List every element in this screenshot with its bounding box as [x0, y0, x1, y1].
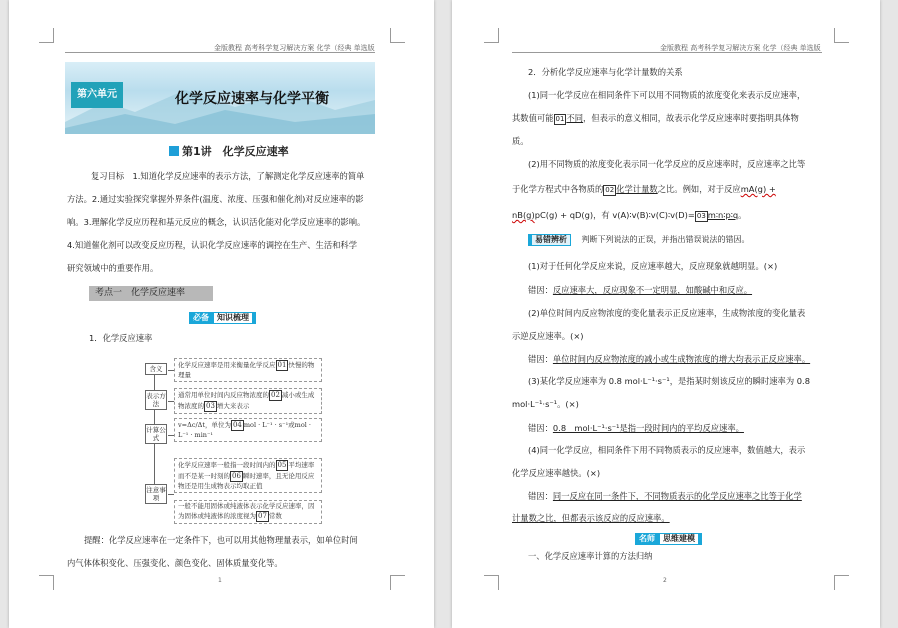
section-heading: 一、化学反应速率计算的方法归纳 [528, 551, 653, 561]
question: (3)某化学反应速率为 0.8 mol·L⁻¹·s⁻¹，是指某时刻该反应的瞬时速率为 0.8 [528, 376, 810, 386]
label-definition: 含义 [145, 363, 167, 375]
crop-mark [484, 575, 499, 590]
question: (2)单位时间内反应物浓度的变化量表示正反应速率，生成物浓度的变化量表 [528, 308, 806, 318]
crop-mark [390, 575, 405, 590]
unit-tag: 第六单元 [71, 82, 123, 108]
section-heading: 2．分析化学反应速率与化学计量数的关系 [528, 67, 683, 77]
lesson-title: 第1讲 化学反应速率 [169, 143, 289, 159]
crop-mark [39, 28, 54, 43]
para-line: (2)用不同物质的浓度变化表示同一化学反应的反应速率时，反应速率之比等 [528, 159, 806, 169]
section-pill: 名师 思维建模 [635, 533, 702, 545]
answer: 计量数之比，但都表示该反应的反应速率。 [512, 513, 670, 523]
page-number: 2 [663, 577, 667, 584]
section-heading: 1．化学反应速率 [89, 333, 153, 343]
kaodian-heading: 考点一 化学反应速率 [89, 286, 213, 301]
crop-mark [390, 28, 405, 43]
question: mol·L⁻¹·s⁻¹。(×) [512, 399, 579, 409]
question: 示逆反应速率。(×) [512, 331, 584, 341]
label-notes: 注意事项 [146, 486, 166, 502]
para-line: nB(g)pC(g) + qD(g)，有 v(A)∶v(B)∶v(C)∶v(D)= 03 m∶n∶p∶q。 [512, 210, 747, 220]
definition-box: 化学反应速率是用来衡量化学反应 01 快慢的物理量 [174, 358, 322, 382]
goal-line: 复习目标 1.知道化学反应速率的表示方法，了解测定化学反应速率的简单 [91, 171, 365, 181]
question: (1)对于任何化学反应来说，反应速率越大，反应现象就越明显。(×) [528, 261, 778, 271]
answer: 错因：同一反应在同一条件下，不同物质表示的化学反应速率之比等于化学 [528, 491, 802, 501]
lesson-marker-icon [169, 146, 179, 156]
connector [168, 494, 174, 495]
crop-mark [484, 28, 499, 43]
goal-line: 响。3.理解化学反应历程和基元反应的概念，认识活化能对化学反应速率的影响。 [67, 217, 366, 227]
tip-line: 提醒：化学反应速率在一定条件下，也可以用其他物理量表示，如单位时间 [84, 535, 358, 545]
crop-mark [834, 575, 849, 590]
method-box: 通常用单位时间内反应物浓度的 02 减小或生成物浓度的 03 增大来表示 [174, 388, 322, 414]
header-rule [65, 52, 375, 53]
goal-line: 4.知道催化剂可以改变反应历程，认识化学反应速率的调控在生产、生活和科学 [67, 240, 358, 250]
para-line: 质。 [512, 136, 529, 146]
crop-mark [39, 575, 54, 590]
para-line: (1)同一化学反应在相同条件下可以用不同物质的浓度变化来表示反应速率， [528, 90, 806, 100]
page-1 [9, 0, 434, 628]
label-method: 表示方法 [146, 392, 166, 408]
answer: 错因：反应速率大，反应现象不一定明显，如酸碱中和反应。 [528, 285, 753, 295]
header-rule [512, 52, 822, 53]
unit-banner [65, 62, 375, 134]
para-line: 其数值可能 01 不同，但表示的意义相同，故表示化学反应速率时要指明具体物 [512, 113, 799, 123]
page-2 [452, 0, 880, 628]
formula-box: v=Δc/Δt，单位为 04 mol · L⁻¹ · s⁻¹或mol · L⁻¹ · min⁻¹ [174, 418, 322, 442]
label-formula: 计算公式 [146, 426, 166, 442]
tip-line: 内气体体积变化、压强变化、颜色变化、固体质量变化等。 [67, 558, 283, 568]
crop-mark [834, 28, 849, 43]
answer: 错因：单位时间内反应物浓度的减小或生成物浓度的增大均表示正反应速率。 [528, 354, 811, 364]
page-number: 1 [218, 577, 222, 584]
question: 化学反应速率越快。(×) [512, 468, 601, 478]
page-header: 金版教程 高考科学复习解决方案 化学（经典 单选版 [214, 44, 375, 52]
note-box-1: 化学反应速率一般指一段时间内的 05 平均速率而不是某一时刻的 06 瞬时速率，且无论用反应物还是用生成物表示均取正值 [174, 458, 322, 493]
page-header: 金版教程 高考科学复习解决方案 化学（经典 单选版 [660, 44, 821, 52]
answer: 错因：0.8 mol·L⁻¹·s⁻¹是指一段时间内的平均反应速率。 [528, 423, 744, 433]
note-box-2: 一般不能用固体或纯液体表示化学反应速率，因为固体或纯液体的浓度视为 07 常数 [174, 500, 322, 524]
para-line: 于化学方程式中各物质的 02 化学计量数之比。例如，对于反应mA(g) + [512, 184, 776, 194]
yicuo-heading: 易错辨析 判断下列说法的正误，并指出错误说法的错因。 [528, 234, 750, 246]
section-pill: 必备 知识梳理 [189, 312, 256, 324]
goal-line: 方法。2.通过实验探究掌握外界条件(温度、浓度、压强和催化剂)对反应速率的影 [67, 194, 364, 204]
goal-line: 研究领域中的重要作用。 [67, 263, 159, 273]
unit-title: 化学反应速率与化学平衡 [175, 91, 329, 107]
question: (4)同一化学反应，相同条件下用不同物质表示的反应速率，数值越大，表示 [528, 445, 806, 455]
